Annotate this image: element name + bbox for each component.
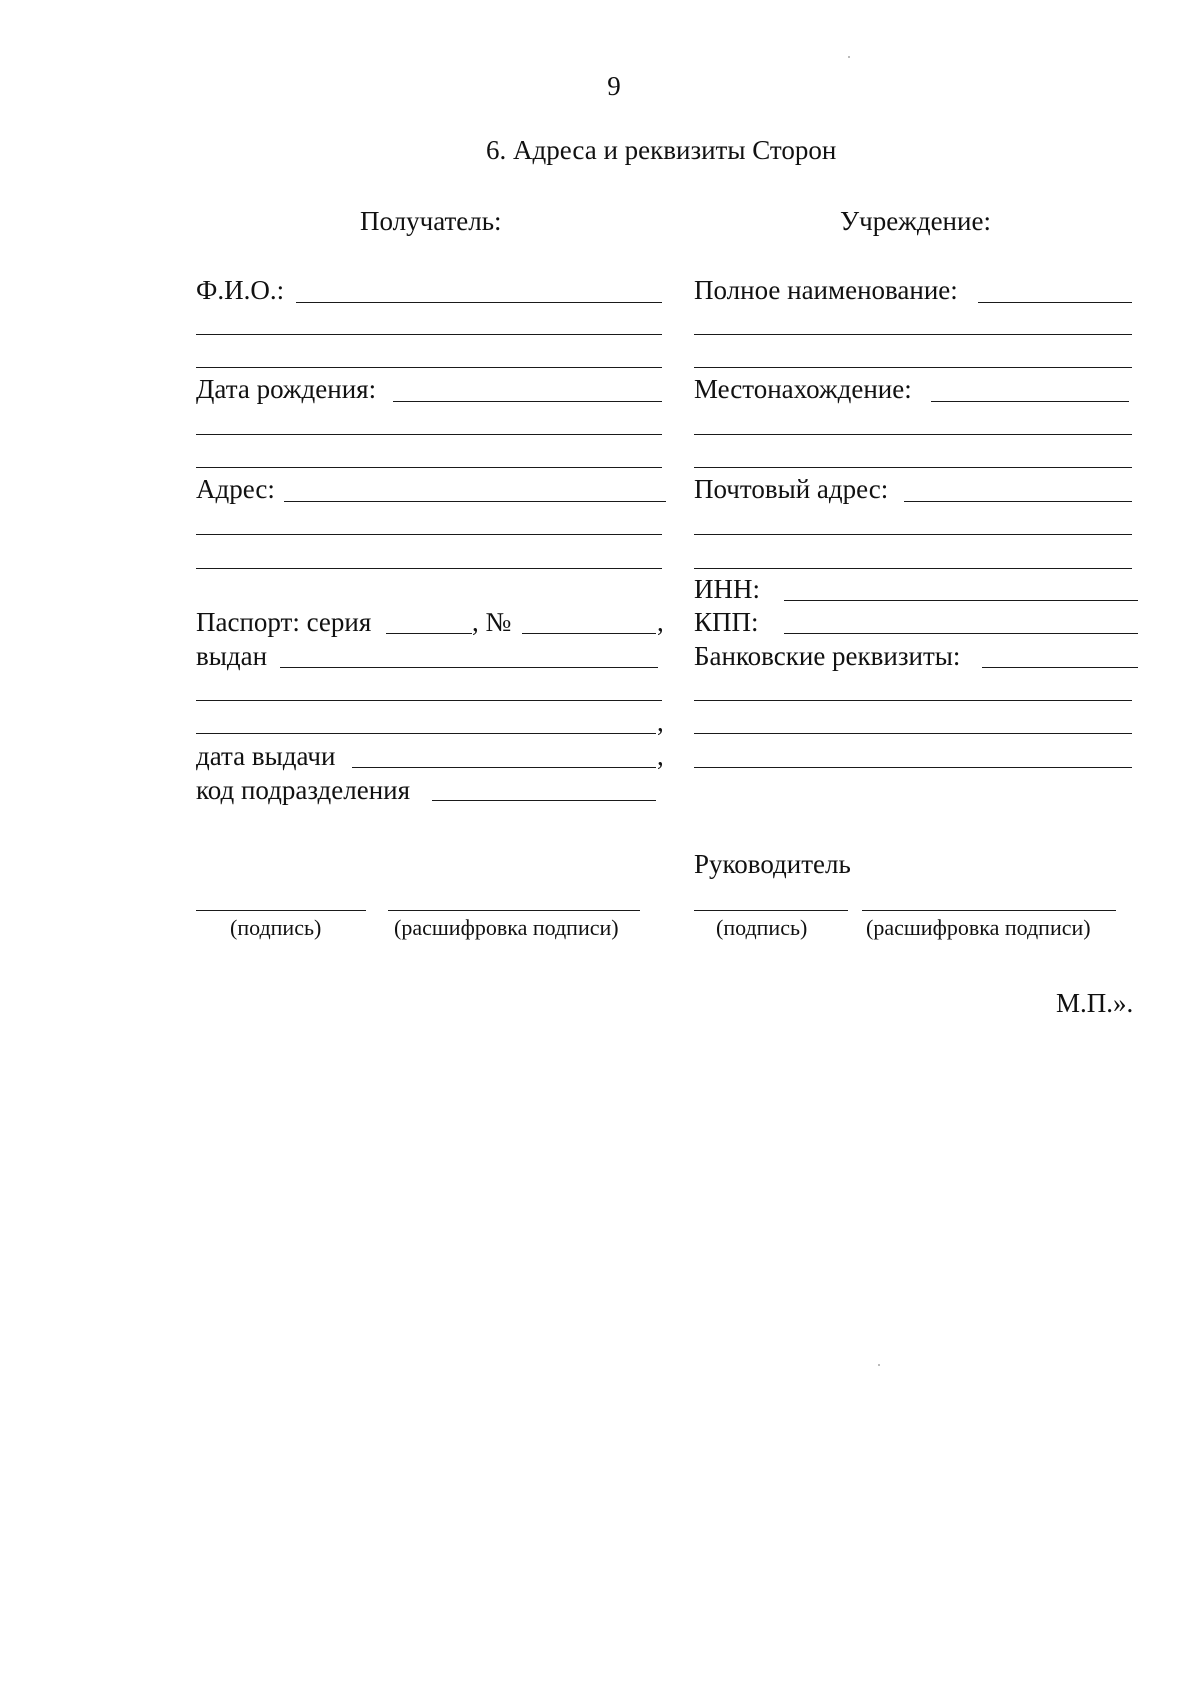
head-signature-decoding-line[interactable] [862,910,1116,911]
head-signature-line[interactable] [694,910,848,911]
section-title: 6. Адреса и реквизиты Сторон [486,135,837,165]
location-field-line[interactable] [931,401,1129,402]
kpp-field-line[interactable] [784,633,1138,634]
bank-details-field-line-3[interactable] [694,733,1132,734]
address-field-line[interactable] [284,501,666,502]
passport-number-field-line[interactable] [522,633,656,634]
birth-date-label: Дата рождения: [196,374,377,404]
birth-date-field-line-3[interactable] [196,467,662,468]
passport-series-field-line[interactable] [386,633,472,634]
issued-field-line-2[interactable] [196,700,662,701]
recipient-signature-decoding-line[interactable] [388,910,640,911]
recipient-decoding-caption: (расшифровка подписи) [394,915,619,940]
recipient-signature-caption: (подпись) [230,915,322,940]
head-decoding-caption: (расшифровка подписи) [866,915,1091,940]
issue-date-label: дата выдачи [196,741,336,771]
stamp-note: М.П.». [1056,988,1134,1018]
inn-field-line[interactable] [784,600,1138,601]
issue-date-field-line[interactable] [352,767,656,768]
passport-number-label: , № [472,607,512,637]
full-name-field-line-3[interactable] [694,367,1132,368]
fio-field-line-2[interactable] [196,334,662,335]
issued-comma: , [657,707,664,737]
fio-label: Ф.И.О.: [196,275,285,305]
passport-series-label: Паспорт: серия [196,607,372,637]
bank-details-field-line-4[interactable] [694,767,1132,768]
birth-date-field-line[interactable] [393,401,662,402]
fio-field-line[interactable] [296,302,662,303]
full-name-label: Полное наименование: [694,275,958,305]
head-signature-caption: (подпись) [716,915,808,940]
recipient-heading: Получатель: [360,206,502,236]
postal-address-label: Почтовый адрес: [694,474,889,504]
issued-label: выдан [196,641,268,671]
fio-field-line-3[interactable] [196,367,662,368]
location-field-line-3[interactable] [694,467,1132,468]
scan-speck [848,56,850,58]
address-field-line-2[interactable] [196,534,662,535]
institution-heading: Учреждение: [840,206,991,236]
scan-speck [878,1364,880,1366]
bank-details-field-line[interactable] [982,667,1138,668]
recipient-signature-line[interactable] [196,910,366,911]
page-number: 9 [607,71,621,101]
postal-address-field-line-3[interactable] [694,568,1132,569]
address-label: Адрес: [196,474,275,504]
birth-date-field-line-2[interactable] [196,434,662,435]
inn-label: ИНН: [694,574,760,604]
address-field-line-3[interactable] [196,568,662,569]
kpp-label: КПП: [694,607,759,637]
passport-number-comma: , [657,607,664,637]
head-label: Руководитель [694,849,851,879]
bank-details-label: Банковские реквизиты: [694,641,961,671]
division-code-label: код подразделения [196,775,411,805]
full-name-field-line-2[interactable] [694,334,1132,335]
postal-address-field-line-2[interactable] [694,534,1132,535]
division-code-field-line[interactable] [432,800,656,801]
location-field-line-2[interactable] [694,434,1132,435]
bank-details-field-line-2[interactable] [694,700,1132,701]
location-label: Местонахождение: [694,374,912,404]
full-name-field-line[interactable] [978,302,1132,303]
issue-date-comma: , [657,741,664,771]
issued-field-line[interactable] [280,667,658,668]
issued-field-line-3[interactable] [196,733,656,734]
postal-address-field-line[interactable] [904,501,1132,502]
